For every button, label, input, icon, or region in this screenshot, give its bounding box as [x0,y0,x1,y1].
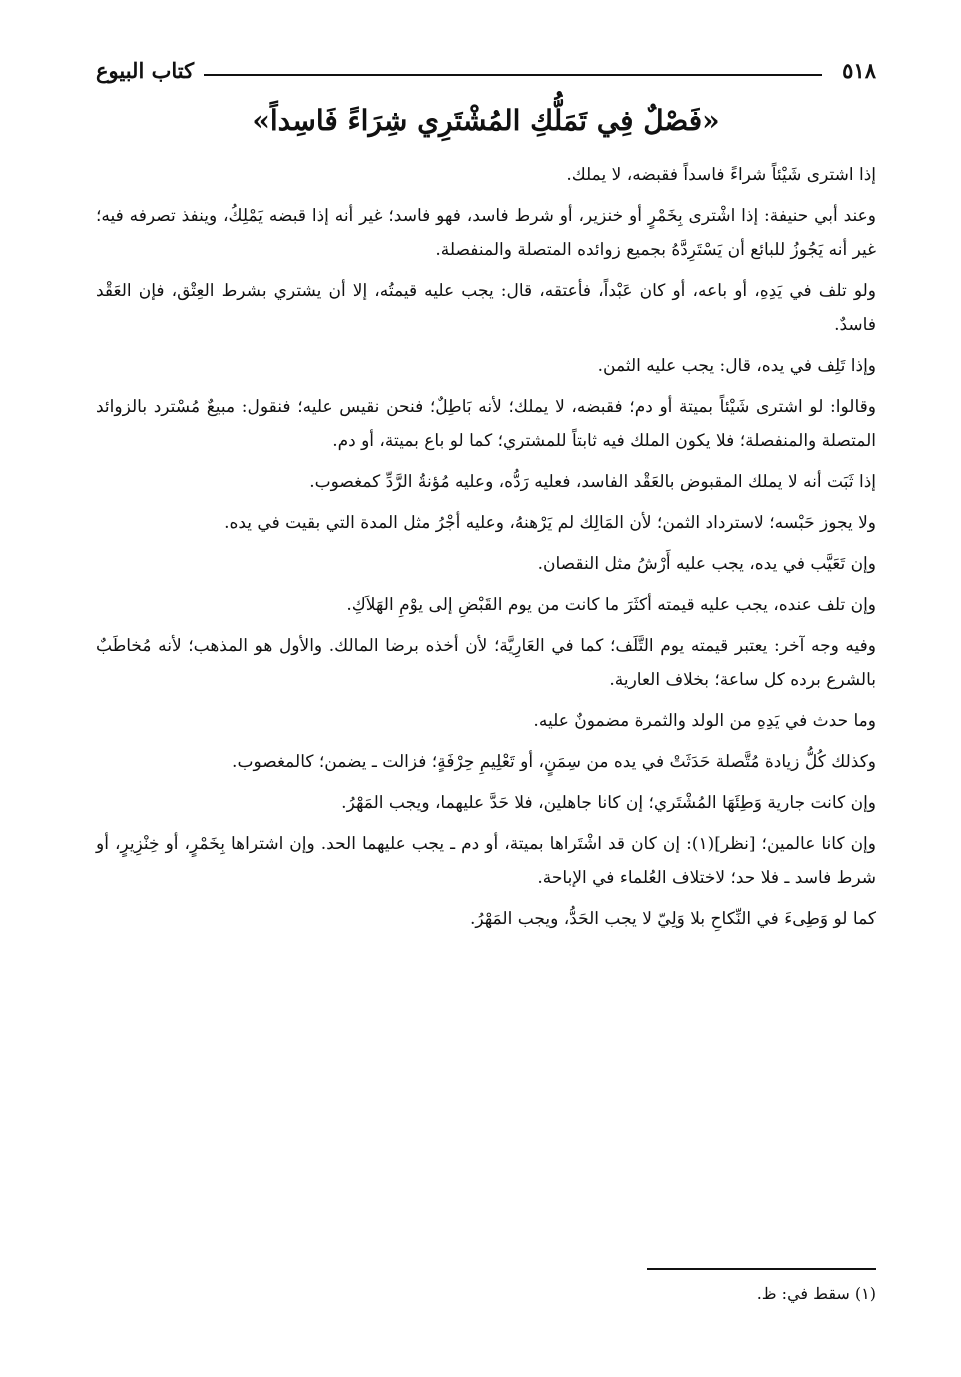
paragraph: وعند أبي حنيفة: إذا اشْترى بِخَمْرٍ أو خنزير، أو شرط فاسد، فهو فاسد؛ غير أنه إذا قبضه يَمْلِكُ، وينفذ تصرفه فيه؛ غير أنه يَجُوزُ للبائع أن يَسْتَرِدَّهُ بجميع زوائده المتصلة والمنفصلة. [96,206,876,260]
paragraph: ولو تلف في يَدِهِ، أو باعه، أو كان عَبْداً، فأعتقه، قال: يجب عليه قيمتُه، إلا أن يشتري بشرط العِتْق، فإن العَقْد فاسدٌ. [96,281,876,335]
paragraph: وفيه وجه آخر: يعتبر قيمته يوم التَّلَف؛ كما في العَارِيَّة؛ لأن أخذه برضا المالك. والأول هو المذهب؛ لأنه مُخاطَبٌ بالشرع برده كل ساعة؛ بخلاف العارية. [96,636,876,690]
paragraph: إذا اشترى شَيْئاً شراءً فاسداً فقبضه، لا يملك. [566,165,876,185]
paragraph: وكذلك كُلُّ زيادة مُتَّصلة حَدَثَتْ في يده من سِمَنٍ، أو تَعْلِيمِ حِرْفَةٍ؛ فزالت ـ يضمن؛ كالمغصوب. [232,752,876,772]
paragraph: كما لو وَطِىءَ في النِّكاحِ بلا وَلِيّ لا يجب الحَدُّ، ويجب المَهْرُ. [469,909,876,929]
paragraph: ولا يجوز حَبْسه؛ لاسترداد الثمن؛ لأن المَالِك لم يَرْهنهُ، وعليه أجْرُ مثل المدة التي بقيت في يده. [224,513,876,533]
chapter-title: «فَصْلٌ فِي تَمَلُّكِ المُشْتَرِي شِرَاءً فَاسِداً» [252,104,720,137]
paragraph: وإن تَعَيَّب في يده، يجب عليه أَرْشُ مثل النقصان. [537,554,876,574]
paragraph: وإن كانت جارية وَطِئَهَا المُشْتَري؛ إن كانا جاهلين، فلا حَدَّ عليهما، ويجب المَهْرُ. [341,793,876,813]
header-rule [204,74,822,76]
paragraph: وإن كانا عالمين؛ [نظر](١): إن كان قد اشْتَراها بميتة، أو دم ـ يجب عليهما الحد. وإن اشتراها بِخَمْرٍ، أو خِنْزِيرٍ، أو شرط فاسد ـ فلا حد؛ لاختلاف العُلماء في الإباحة. [96,834,876,888]
footnote-rule [647,1268,876,1270]
paragraph: وإذا تَلِف في يده، قال: يجب عليه الثمن. [597,356,876,376]
paragraph: وقالوا: لو اشترى شَيْئاً بميتة أو دم؛ فقبضه، لا يملك؛ لأنه بَاطِلٌ؛ فنحن نقيس عليه؛ فنقول: مبيعٌ مُسْترد بالزوائد المتصلة والمنفصلة؛ فلا يكون الملك فيه ثابتاً للمشتري؛ كما لو باع بميتة، أو دم. [96,397,876,451]
paragraph: إذا ثَبَت أنه لا يملك المقبوض بالعَقْد الفاسد، فعليه رَدُّه، وعليه مُؤنةُ الرَّدِّ كمغصوب. [309,472,876,492]
paragraph: وإن تلف عنده، يجب عليه قيمته أكثَرَ ما كانت من يوم القَبْضِ إلى يوْمِ الهَلاَكِ. [346,595,876,615]
page-number: ٥١٨ [842,58,876,83]
paragraph: وما حدث في يَدِهِ من الولد والثمرة مضمونٌ عليه. [533,711,876,731]
book-title: كتاب البيوع [96,58,195,83]
body-text [96,158,876,943]
footnote: (١) سقط في: ظ. [756,1284,876,1303]
running-header [96,58,876,88]
